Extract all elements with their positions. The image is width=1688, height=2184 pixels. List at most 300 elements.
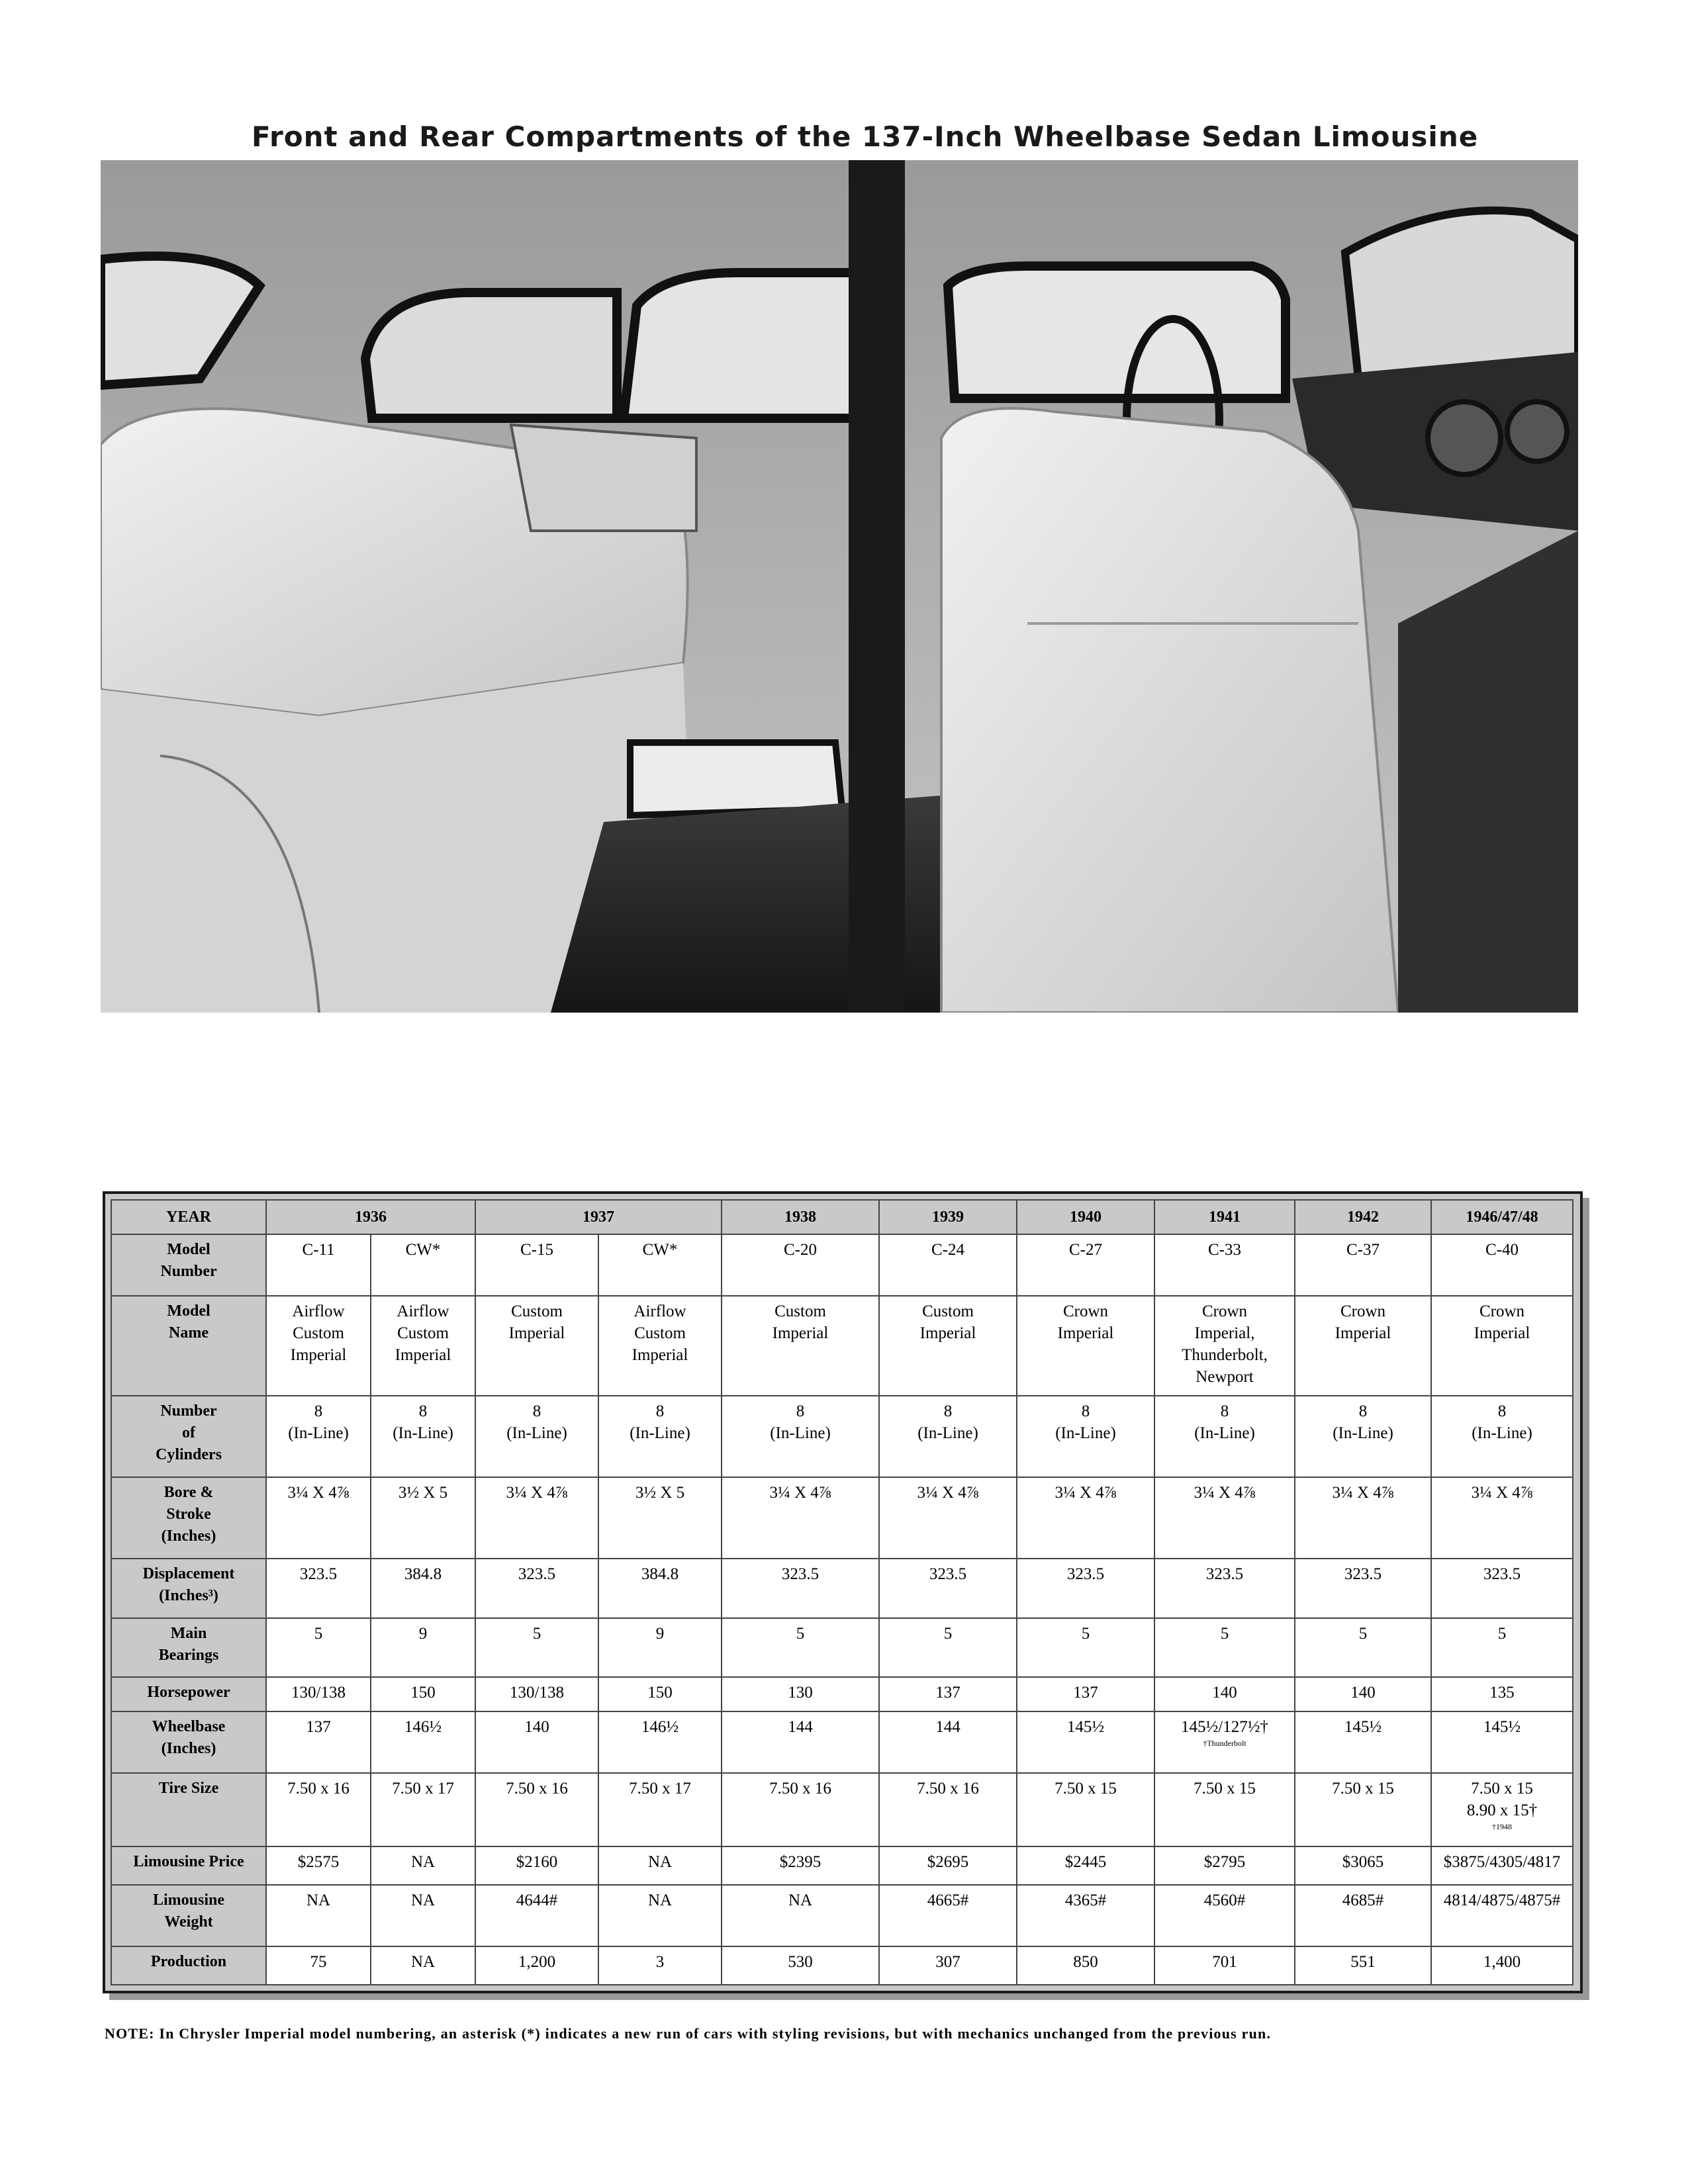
cell-line: C-40 xyxy=(1485,1241,1519,1259)
table-cell xyxy=(1295,1885,1431,1946)
table-cell xyxy=(475,1773,598,1846)
cell-line: 5 xyxy=(1497,1625,1507,1643)
table-cell xyxy=(371,1477,475,1559)
cell-line: 384.8 xyxy=(641,1565,679,1583)
table-cell xyxy=(722,1846,879,1885)
table-cell xyxy=(598,1396,722,1477)
specifications-table-frame xyxy=(103,1191,1583,1993)
row-label-line: Main xyxy=(170,1625,207,1643)
table-cell xyxy=(1295,1559,1431,1619)
cell-footnote: †1948 xyxy=(1492,1821,1512,1831)
table-cell xyxy=(598,1296,722,1396)
cell-line: Custom xyxy=(922,1302,974,1320)
cell-line: 8 xyxy=(532,1402,541,1420)
row-label-line: Limousine xyxy=(152,1891,225,1909)
table-cell xyxy=(1017,1559,1154,1619)
table-cell xyxy=(266,1885,371,1946)
table-cell xyxy=(722,1477,879,1559)
table-cell xyxy=(1154,1234,1295,1296)
table-cell xyxy=(722,1711,879,1773)
cell-line: Imperial xyxy=(919,1324,976,1342)
cell-line: 8 xyxy=(1081,1402,1090,1420)
year-column-header: 1942 xyxy=(1295,1200,1431,1234)
table-row xyxy=(111,1946,1573,1985)
cell-line: 7.50 x 15 xyxy=(1471,1779,1533,1797)
row-label-line: Model xyxy=(167,1241,211,1259)
cell-line: 7.50 x 17 xyxy=(629,1779,691,1797)
cell-footnote: †Thunderbolt xyxy=(1203,1739,1246,1749)
table-cell xyxy=(1154,1946,1295,1985)
cell-line: 3¼ X 4⅞ xyxy=(1194,1483,1256,1502)
table-cell xyxy=(879,1846,1017,1885)
row-label-line: Limousine Price xyxy=(133,1852,244,1870)
cell-line: (In-Line) xyxy=(1333,1424,1393,1442)
table-cell xyxy=(1017,1773,1154,1846)
cell-line: Imperial xyxy=(1335,1324,1391,1342)
cell-line: C-15 xyxy=(520,1241,553,1259)
table-cell xyxy=(475,1618,598,1677)
table-cell xyxy=(1431,1234,1573,1296)
cell-line: 140 xyxy=(524,1718,549,1737)
cell-line: C-33 xyxy=(1208,1241,1241,1259)
table-cell xyxy=(371,1946,475,1985)
cell-line: 5 xyxy=(1220,1625,1229,1643)
table-cell xyxy=(371,1559,475,1619)
cell-line: 3¼ X 4⅞ xyxy=(769,1483,831,1502)
table-cell xyxy=(1295,1618,1431,1677)
cell-line: 130 xyxy=(788,1683,813,1702)
table-cell xyxy=(1431,1885,1573,1946)
table-cell xyxy=(1017,1677,1154,1711)
cell-line: $3065 xyxy=(1342,1852,1384,1871)
cell-line: $2795 xyxy=(1203,1852,1246,1871)
cell-line: Custom xyxy=(397,1324,449,1342)
table-cell xyxy=(1154,1885,1295,1946)
table-cell xyxy=(598,1234,722,1296)
row-label-line: (Inches) xyxy=(161,1527,216,1545)
table-cell xyxy=(1017,1234,1154,1296)
cell-line: 1,200 xyxy=(518,1952,556,1971)
year-column-header: 1938 xyxy=(722,1200,879,1234)
table-cell xyxy=(475,1477,598,1559)
table-cell xyxy=(879,1296,1017,1396)
cell-line: 3½ X 5 xyxy=(398,1483,448,1502)
table-row xyxy=(111,1677,1573,1711)
table-cell xyxy=(879,1773,1017,1846)
table-row xyxy=(111,1773,1573,1846)
cell-line: 323.5 xyxy=(299,1565,338,1583)
table-cell xyxy=(598,1711,722,1773)
table-row xyxy=(111,1296,1573,1396)
table-row xyxy=(111,1396,1573,1477)
table-cell xyxy=(475,1885,598,1946)
cell-line: 3¼ X 4⅞ xyxy=(917,1483,979,1502)
table-cell xyxy=(371,1677,475,1711)
row-label xyxy=(111,1773,266,1846)
cell-line: 4644# xyxy=(516,1891,558,1909)
cell-line: 850 xyxy=(1073,1952,1098,1971)
table-cell xyxy=(722,1773,879,1846)
table-cell xyxy=(475,1711,598,1773)
table-cell xyxy=(266,1946,371,1985)
cell-line: Airflow xyxy=(292,1302,345,1320)
specifications-table xyxy=(111,1199,1573,1985)
table-cell xyxy=(371,1396,475,1477)
row-label xyxy=(111,1846,266,1885)
cell-line: 4814/4875/4875# xyxy=(1443,1891,1561,1909)
cell-line: Airflow xyxy=(397,1302,449,1320)
cell-line: NA xyxy=(306,1891,331,1909)
table-cell xyxy=(266,1477,371,1559)
row-label-line: Name xyxy=(169,1324,209,1342)
table-cell xyxy=(879,1946,1017,1985)
footnote: NOTE: In Chrysler Imperial model numbering, an asterisk (*) indicates a new run of cars with styling revisions, but with mechanics unchanged from the previous run. xyxy=(105,2025,1272,2042)
table-cell xyxy=(879,1618,1017,1677)
table-cell xyxy=(879,1396,1017,1477)
table-cell xyxy=(879,1477,1017,1559)
table-row xyxy=(111,1477,1573,1559)
cell-line: C-27 xyxy=(1069,1241,1102,1259)
cell-line: 146½ xyxy=(641,1718,679,1737)
cell-line: 7.50 x 15 xyxy=(1055,1779,1117,1797)
table-row xyxy=(111,1711,1573,1773)
cell-line: 7.50 x 16 xyxy=(769,1779,831,1797)
table-cell xyxy=(475,1234,598,1296)
cell-line: Airflow xyxy=(633,1302,686,1320)
cell-line: 307 xyxy=(935,1952,961,1971)
cell-line: (In-Line) xyxy=(917,1424,978,1442)
table-cell xyxy=(598,1846,722,1885)
table-cell xyxy=(879,1711,1017,1773)
table-cell xyxy=(1017,1946,1154,1985)
cell-line: CW* xyxy=(642,1241,678,1259)
cell-line: Imperial xyxy=(772,1324,829,1342)
cell-line: $2160 xyxy=(516,1852,558,1871)
cell-line: NA xyxy=(647,1852,673,1871)
cell-line: (In-Line) xyxy=(1194,1424,1255,1442)
interior-illustration xyxy=(101,160,1578,1013)
table-cell xyxy=(722,1559,879,1619)
cell-line: 8 xyxy=(1358,1402,1368,1420)
row-label-line: Wheelbase xyxy=(152,1718,226,1736)
table-cell xyxy=(1017,1711,1154,1773)
table-cell xyxy=(1154,1677,1295,1711)
cell-line: 130/138 xyxy=(510,1683,564,1702)
table-cell xyxy=(1295,1234,1431,1296)
cell-line: (In-Line) xyxy=(1055,1424,1116,1442)
table-cell xyxy=(371,1885,475,1946)
cell-line: 8 xyxy=(418,1402,428,1420)
table-cell xyxy=(1431,1677,1573,1711)
table-cell xyxy=(1017,1846,1154,1885)
table-cell xyxy=(722,1234,879,1296)
row-label-line: Weight xyxy=(164,1913,213,1931)
cell-line: 8 xyxy=(796,1402,805,1420)
cell-line: 5 xyxy=(1358,1625,1368,1643)
table-cell xyxy=(266,1618,371,1677)
table-cell xyxy=(266,1846,371,1885)
photo-title: Front and Rear Compartments of the 137-Inch Wheelbase Sedan Limousine xyxy=(252,120,1479,153)
cell-line: (In-Line) xyxy=(506,1424,567,1442)
cell-line: 150 xyxy=(410,1683,436,1702)
table-row xyxy=(111,1559,1573,1619)
cell-line: 323.5 xyxy=(929,1565,967,1583)
table-row xyxy=(111,1846,1573,1885)
table-cell xyxy=(371,1296,475,1396)
table-cell xyxy=(1017,1885,1154,1946)
cell-line: 530 xyxy=(788,1952,813,1971)
row-label-line: Model xyxy=(167,1302,211,1320)
cell-line: Imperial xyxy=(1474,1324,1530,1342)
table-cell xyxy=(1295,1296,1431,1396)
cell-line: 3½ X 5 xyxy=(635,1483,685,1502)
year-column-header: 1937 xyxy=(475,1200,722,1234)
cell-line: 140 xyxy=(1350,1683,1376,1702)
row-label xyxy=(111,1477,266,1559)
cell-line: $2575 xyxy=(297,1852,340,1871)
table-cell xyxy=(1431,1711,1573,1773)
row-label-line: (Inches³) xyxy=(159,1586,218,1604)
year-header: YEAR xyxy=(111,1200,266,1234)
cell-line: 7.50 x 15 xyxy=(1332,1779,1394,1797)
cell-line: 9 xyxy=(418,1625,428,1643)
table-cell xyxy=(1154,1618,1295,1677)
row-label xyxy=(111,1677,266,1711)
table-cell xyxy=(879,1559,1017,1619)
cell-line: 323.5 xyxy=(518,1565,556,1583)
table-cell xyxy=(1295,1477,1431,1559)
row-label-line: Number xyxy=(160,1263,217,1281)
cell-line: C-20 xyxy=(784,1241,817,1259)
cell-line: 144 xyxy=(935,1718,961,1737)
cell-line: 3¼ X 4⅞ xyxy=(1055,1483,1117,1502)
cell-line: 7.50 x 17 xyxy=(392,1779,454,1797)
row-label xyxy=(111,1296,266,1396)
cell-line: NA xyxy=(788,1891,813,1909)
table-cell xyxy=(1017,1396,1154,1477)
cell-line: 5 xyxy=(1081,1625,1090,1643)
cell-line: 8 xyxy=(1497,1402,1507,1420)
table-cell xyxy=(266,1234,371,1296)
row-label-line: Stroke xyxy=(166,1505,211,1523)
row-label-line: (Inches) xyxy=(161,1740,216,1758)
cell-line: 1,400 xyxy=(1483,1952,1521,1971)
table-cell xyxy=(1017,1477,1154,1559)
cell-line: Crown xyxy=(1201,1302,1248,1320)
table-cell xyxy=(266,1773,371,1846)
table-cell xyxy=(371,1711,475,1773)
cell-line: Imperial xyxy=(395,1345,451,1364)
table-cell xyxy=(722,1396,879,1477)
cell-line: 323.5 xyxy=(1483,1565,1521,1583)
cell-line: 140 xyxy=(1212,1683,1237,1702)
row-label-line: Bore & xyxy=(164,1483,214,1501)
row-label xyxy=(111,1234,266,1296)
table-cell xyxy=(598,1677,722,1711)
row-label-line: of xyxy=(182,1424,195,1441)
table-cell xyxy=(722,1885,879,1946)
cell-line: NA xyxy=(647,1891,673,1909)
cell-line: Imperial, xyxy=(1194,1324,1255,1342)
cell-line: 384.8 xyxy=(404,1565,442,1583)
cell-line: (In-Line) xyxy=(630,1424,690,1442)
row-label xyxy=(111,1618,266,1677)
cell-line: 3¼ X 4⅞ xyxy=(1332,1483,1394,1502)
row-label-line: Production xyxy=(150,1952,227,1970)
row-label xyxy=(111,1396,266,1477)
cell-line: 8 xyxy=(1220,1402,1229,1420)
table-cell xyxy=(1431,1946,1573,1985)
table-cell xyxy=(1431,1618,1573,1677)
table-cell xyxy=(1017,1618,1154,1677)
cell-line: C-11 xyxy=(302,1241,335,1259)
cell-line: 5 xyxy=(532,1625,541,1643)
cell-line: $2395 xyxy=(779,1852,821,1871)
cell-line: 137 xyxy=(1073,1683,1098,1702)
cell-line: 701 xyxy=(1212,1952,1237,1971)
table-cell xyxy=(1154,1559,1295,1619)
limousine-interior-photo xyxy=(101,160,1578,1013)
cell-line: 551 xyxy=(1350,1952,1376,1971)
cell-line: Imperial xyxy=(632,1345,688,1364)
row-label xyxy=(111,1559,266,1619)
table-cell xyxy=(371,1846,475,1885)
table-cell xyxy=(475,1296,598,1396)
cell-line: 8 xyxy=(314,1402,323,1420)
table-cell xyxy=(1295,1677,1431,1711)
cell-line: 8 xyxy=(943,1402,953,1420)
cell-line: 323.5 xyxy=(1205,1565,1244,1583)
cell-line: CW* xyxy=(405,1241,441,1259)
table-cell xyxy=(475,1396,598,1477)
table-cell xyxy=(1154,1396,1295,1477)
year-column-header: 1936 xyxy=(266,1200,475,1234)
table-cell xyxy=(475,1846,598,1885)
cell-line: 4685# xyxy=(1342,1891,1384,1909)
year-header-row xyxy=(111,1200,1573,1234)
cell-line: Custom xyxy=(634,1324,686,1342)
table-cell xyxy=(879,1885,1017,1946)
cell-line: $3875/4305/4817 xyxy=(1443,1852,1561,1871)
table-cell xyxy=(1295,1846,1431,1885)
cell-line: Custom xyxy=(774,1302,826,1320)
table-cell xyxy=(371,1618,475,1677)
table-row xyxy=(111,1618,1573,1677)
table-cell xyxy=(1295,1711,1431,1773)
cell-line: Crown xyxy=(1062,1302,1109,1320)
cell-line: 9 xyxy=(655,1625,665,1643)
cell-line: Thunderbolt, xyxy=(1182,1345,1268,1364)
cell-line: 145½ xyxy=(1483,1718,1521,1737)
row-label xyxy=(111,1885,266,1946)
cell-line: (In-Line) xyxy=(288,1424,349,1442)
cell-line: 145½/127½† xyxy=(1181,1718,1268,1737)
cell-line: Crown xyxy=(1340,1302,1386,1320)
cell-line: 5 xyxy=(796,1625,805,1643)
table-cell xyxy=(722,1296,879,1396)
cell-line: Crown xyxy=(1479,1302,1525,1320)
cell-line: 3 xyxy=(655,1952,665,1971)
cell-line: C-37 xyxy=(1346,1241,1380,1259)
cell-line: 130/138 xyxy=(291,1683,346,1702)
cell-line: Newport xyxy=(1196,1367,1254,1386)
cell-line: 8 xyxy=(655,1402,665,1420)
table-cell xyxy=(1154,1773,1295,1846)
table-cell xyxy=(1431,1396,1573,1477)
table-cell xyxy=(598,1559,722,1619)
cell-line: (In-Line) xyxy=(1472,1424,1532,1442)
cell-line: 75 xyxy=(310,1952,327,1971)
table-cell xyxy=(879,1677,1017,1711)
table-cell xyxy=(1295,1946,1431,1985)
cell-line: (In-Line) xyxy=(770,1424,831,1442)
table-row xyxy=(111,1234,1573,1296)
cell-line: 323.5 xyxy=(1066,1565,1105,1583)
table-cell xyxy=(1154,1477,1295,1559)
table-cell xyxy=(1295,1396,1431,1477)
cell-line: 146½ xyxy=(404,1718,442,1737)
cell-line: 3¼ X 4⅞ xyxy=(506,1483,568,1502)
table-cell xyxy=(475,1677,598,1711)
row-label-line: Displacement xyxy=(142,1565,235,1582)
cell-line: Imperial xyxy=(508,1324,565,1342)
year-column-header: 1946/47/48 xyxy=(1431,1200,1573,1234)
cell-line: 8.90 x 15† xyxy=(1466,1801,1538,1819)
cell-line: C-24 xyxy=(931,1241,964,1259)
table-cell xyxy=(1431,1296,1573,1396)
table-cell xyxy=(722,1618,879,1677)
cell-line: 5 xyxy=(314,1625,323,1643)
cell-line: Imperial xyxy=(1057,1324,1114,1342)
cell-line: 137 xyxy=(935,1683,961,1702)
cell-line: 144 xyxy=(788,1718,813,1737)
cell-line: 7.50 x 16 xyxy=(917,1779,979,1797)
cell-line: Custom xyxy=(293,1324,344,1342)
cell-line: 4560# xyxy=(1203,1891,1246,1909)
cell-line: $2445 xyxy=(1064,1852,1107,1871)
table-cell xyxy=(266,1559,371,1619)
row-label-line: Tire Size xyxy=(158,1779,219,1797)
table-cell xyxy=(475,1559,598,1619)
cell-line: 323.5 xyxy=(781,1565,820,1583)
cell-line: NA xyxy=(410,1952,436,1971)
cell-line: 3¼ X 4⅞ xyxy=(1471,1483,1533,1502)
year-column-header: 1941 xyxy=(1154,1200,1295,1234)
table-cell xyxy=(1431,1846,1573,1885)
row-label xyxy=(111,1946,266,1985)
row-label-line: Bearings xyxy=(158,1647,219,1664)
table-cell xyxy=(598,1946,722,1985)
table-cell xyxy=(598,1773,722,1846)
table-cell xyxy=(1295,1773,1431,1846)
table-cell xyxy=(598,1477,722,1559)
cell-line: 7.50 x 16 xyxy=(287,1779,350,1797)
cell-line: NA xyxy=(410,1852,436,1871)
table-cell xyxy=(1431,1773,1573,1846)
cell-line: 5 xyxy=(943,1625,953,1643)
cell-line: NA xyxy=(410,1891,436,1909)
table-cell xyxy=(1017,1296,1154,1396)
table-cell xyxy=(1154,1846,1295,1885)
cell-line: 4665# xyxy=(927,1891,969,1909)
row-label-line: Number xyxy=(160,1402,217,1420)
cell-line: Imperial xyxy=(290,1345,347,1364)
table-cell xyxy=(722,1677,879,1711)
table-cell xyxy=(879,1234,1017,1296)
cell-line: 323.5 xyxy=(1344,1565,1382,1583)
table-cell xyxy=(598,1885,722,1946)
year-column-header: 1939 xyxy=(879,1200,1017,1234)
